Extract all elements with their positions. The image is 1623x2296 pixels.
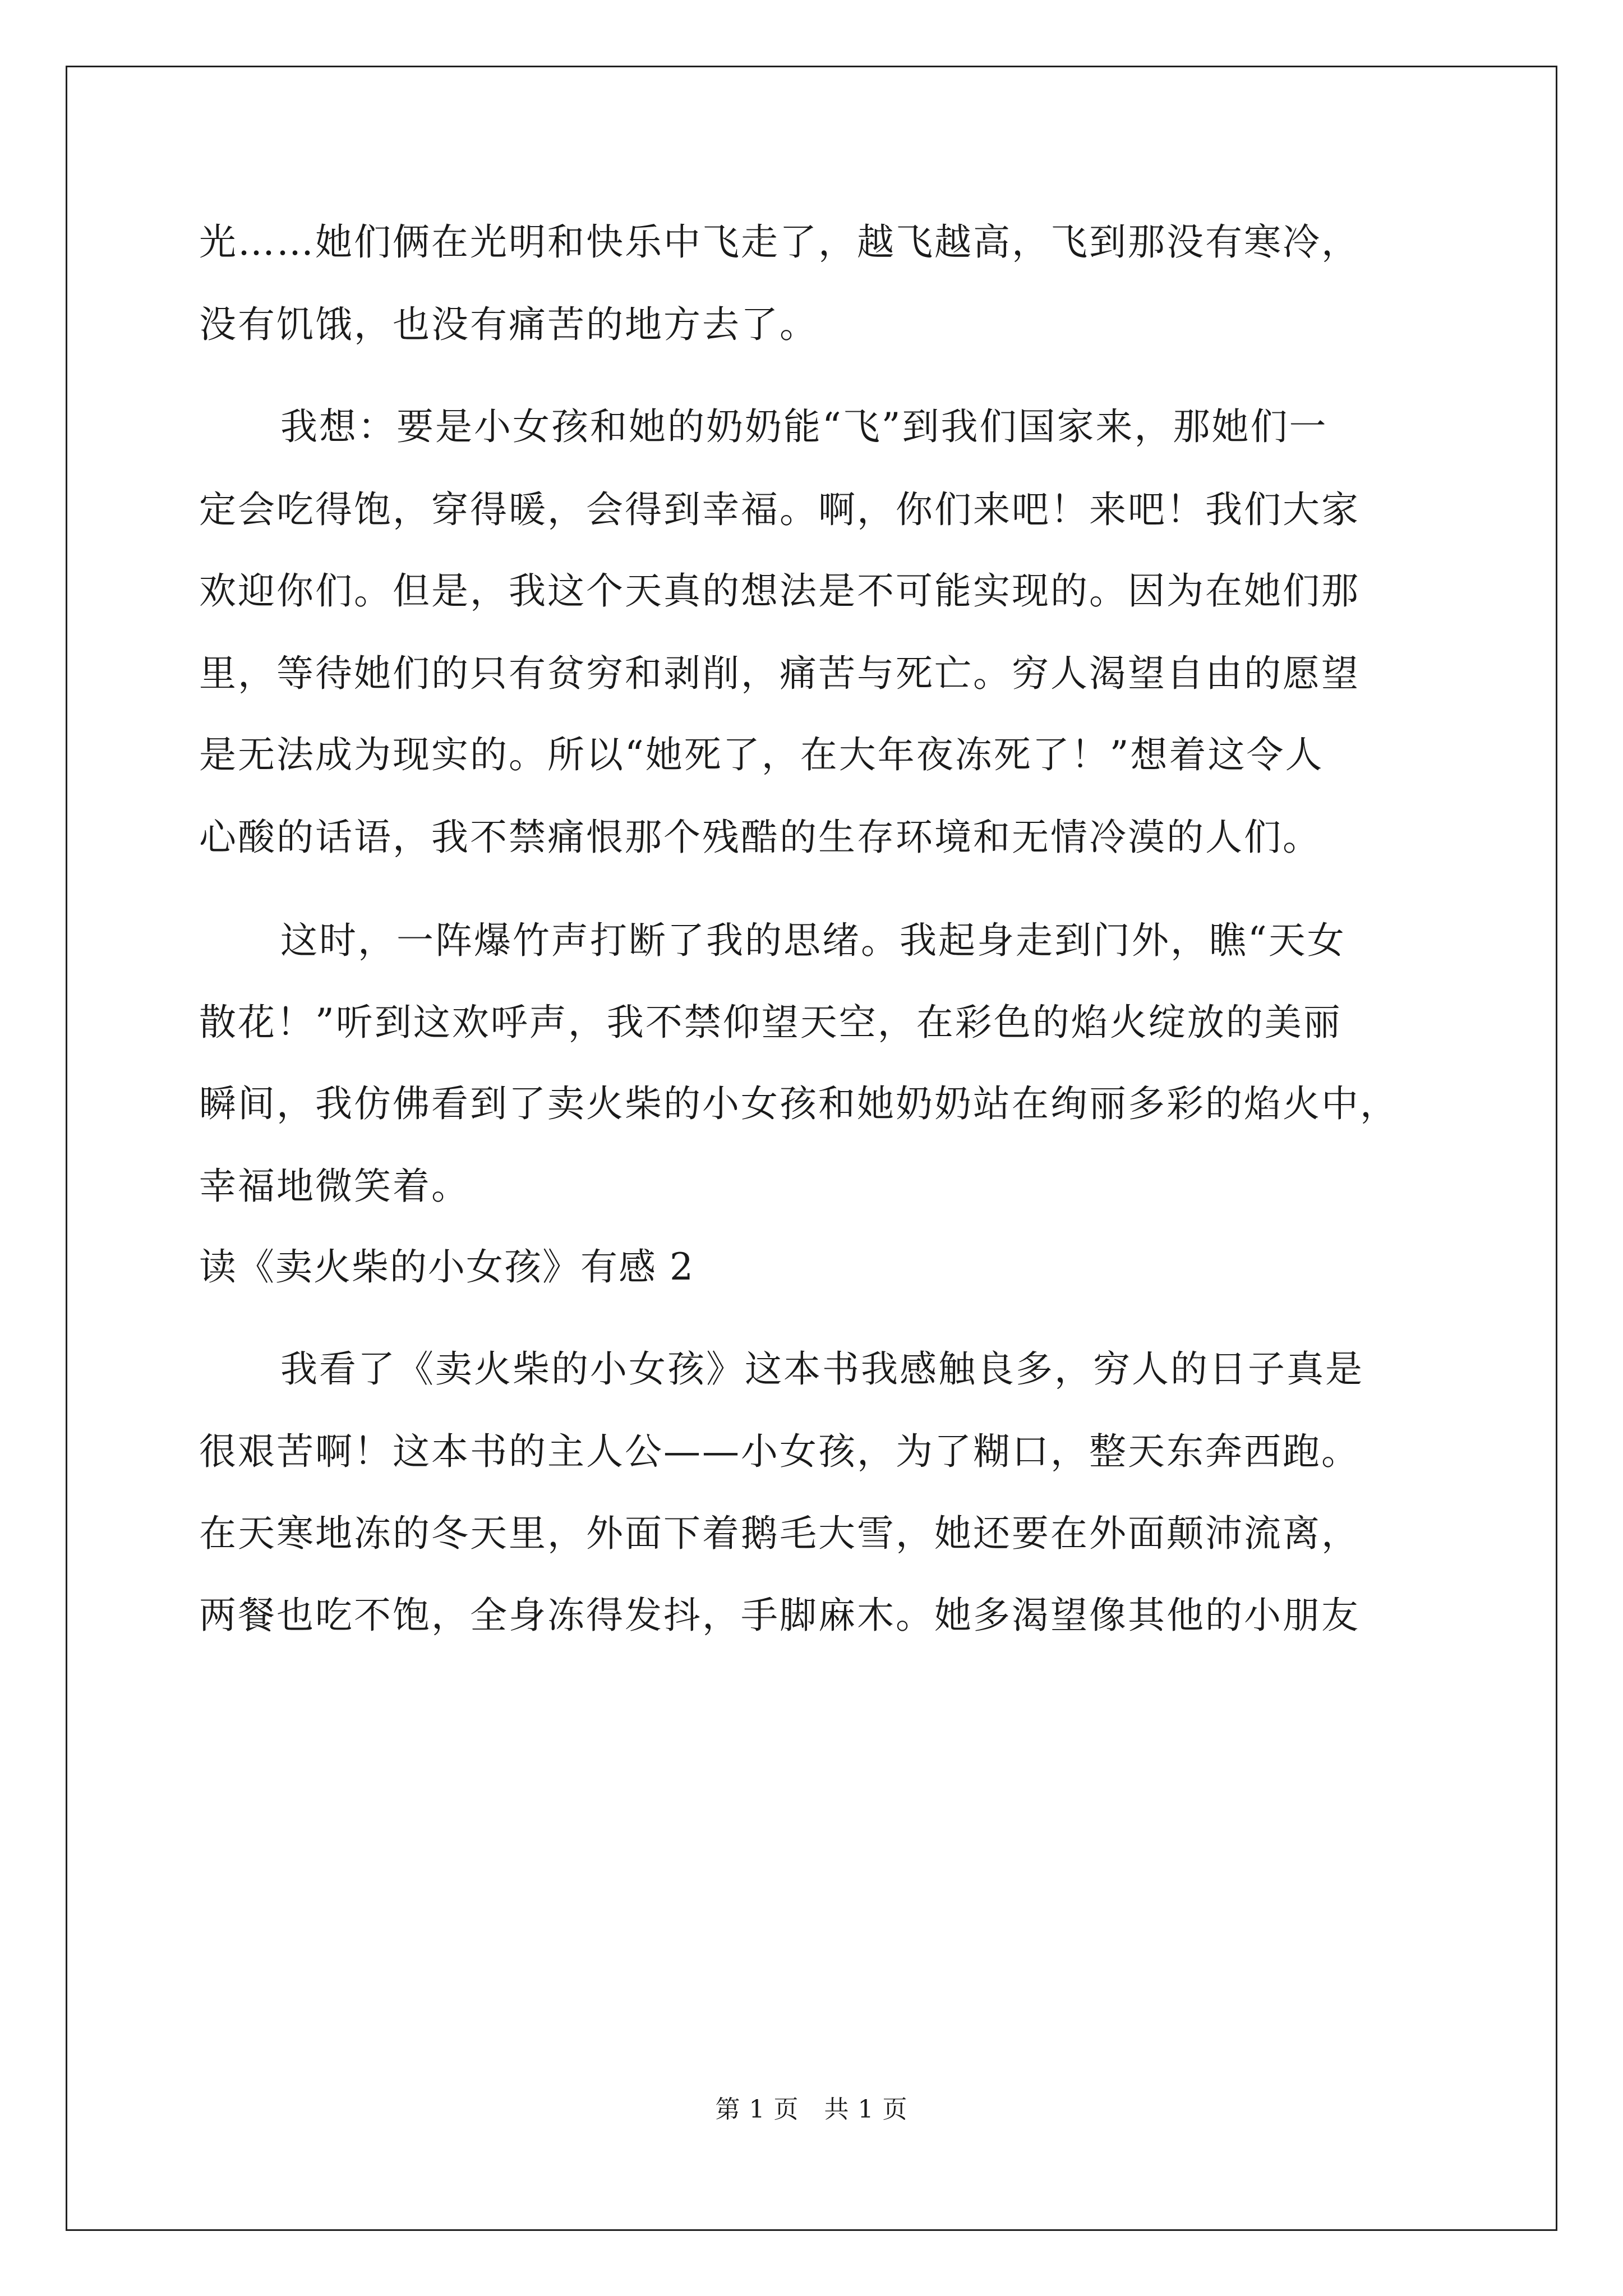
- paragraph-line: 这时，一阵爆竹声打断了我的思绪。我起身走到门外，瞧“天女: [280, 919, 1346, 962]
- paragraph-line: 是无法成为现实的。所以“她死了，在大年夜冻死了！”想着这令人: [199, 733, 1324, 776]
- paragraph-line: 欢迎你们。但是，我这个天真的想法是不可能实现的。因为在她们那: [199, 569, 1360, 613]
- paragraph-line: 瞬间，我仿佛看到了卖火柴的小女孩和她奶奶站在绚丽多彩的焰火中，: [199, 1082, 1399, 1125]
- page-border: [66, 66, 1557, 2231]
- paragraph-line: 在天寒地冻的冬天里，外面下着鹅毛大雪，她还要在外面颠沛流离，: [199, 1512, 1360, 1555]
- paragraph-line: 散花！”听到这欢呼声，我不禁仰望天空，在彩色的焰火绽放的美丽: [199, 1001, 1342, 1044]
- paragraph-line: 光……她们俩在光明和快乐中飞走了，越飞越高，飞到那没有寒冷，: [199, 220, 1360, 264]
- paragraph-line: 里，等待她们的只有贫穷和剥削，痛苦与死亡。穷人渴望自由的愿望: [199, 652, 1360, 695]
- paragraph-line: 定会吃得饱，穿得暖，会得到幸福。啊，你们来吧！来吧！我们大家: [199, 488, 1360, 531]
- paragraph-line: 幸福地微笑着。: [199, 1165, 470, 1208]
- paragraph-line: 我看了《卖火柴的小女孩》这本书我感触良多，穷人的日子真是: [280, 1347, 1364, 1391]
- section-title: 读《卖火柴的小女孩》有感 2: [199, 1245, 694, 1289]
- paragraph-line: 没有饥饿，也没有痛苦的地方去了。: [199, 303, 818, 346]
- paragraph-line: 两餐也吃不饱，全身冻得发抖，手脚麻木。她多渴望像其他的小朋友: [199, 1594, 1360, 1637]
- page-number-footer: 第 1 页 共 1 页: [715, 2095, 908, 2124]
- paragraph-line: 我想：要是小女孩和她的奶奶能“飞”到我们国家来，那她们一: [280, 405, 1328, 448]
- paragraph-line: 很艰苦啊！这本书的主人公——小女孩，为了糊口，整天东奔西跑。: [199, 1430, 1360, 1473]
- paragraph-line: 心酸的话语，我不禁痛恨那个残酷的生存环境和无情冷漠的人们。: [199, 816, 1321, 859]
